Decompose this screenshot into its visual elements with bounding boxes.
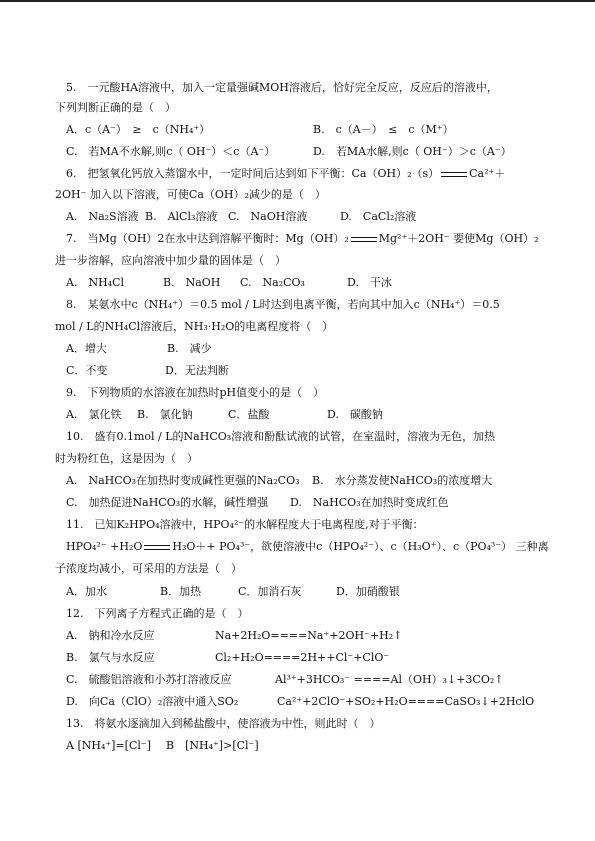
q5-stem-line2: 下列判断正确的是（ ） [55,101,176,114]
q5-option-d: D. 若MA水解,则c（ OH⁻）＞c（A⁻） [313,145,512,158]
q7-stem-line2: 进一步溶解，应向溶液中加少量的固体是（ ） [55,254,286,267]
q6-stem-part1: 6. 把氢氧化钙放入蒸馏水中，一定时间后达到如下平衡：Ca（OH）₂（s） [66,167,440,180]
q12-option-c-equation: Al³⁺+3HCO₃⁻ ====Al（OH）₃↓+3CO₂↑ [275,673,504,686]
q8-option-c: C．不变 [66,364,108,377]
q12-option-b-label: B. 氯气与水反应 [66,651,155,664]
q13-stem: 13. 将氨水逐滴加入到稀盐酸中，使溶液为中性，则此时（ ） [66,717,381,730]
q11-stem-part2: H₃O＋+ PO₄³⁻，欲使溶液中c（HPO₄²⁻）、c（H₃O⁺）、c（PO₄³⁻） 三种离 [172,540,549,553]
q11-stem-line2 [66,540,549,554]
q8-option-d: D．无法判断 [165,364,229,377]
q5-option-b: B. c（A－） ≤ c（M⁺） [313,123,454,136]
q9-stem: 9. 下列物质的水溶液在加热时pH值变小的是（ ） [66,386,325,399]
reversible-arrow-icon [441,170,467,179]
q9-option-b: B. 氯化钠 [137,408,193,421]
q11-option-a: A．加水 [66,585,107,598]
q12-option-c-label: C. 硫酸铝溶液和小苏打溶液反应 [66,673,232,686]
q7-stem-part2: Mg²⁺＋2OH⁻ 要使Mg（OH）₂ [378,232,539,245]
q12-option-b-equation: Cl₂+H₂O====2H++Cl⁻+ClO⁻ [215,651,390,664]
q10-option-c: C. 加热促进NaHCO₃的水解，碱性增强 [66,496,269,509]
q11-stem-part1: HPO₄²⁻ +H₂O [66,540,143,553]
q8-option-b: B. 减少 [167,342,212,355]
q10-option-b: B. 水分蒸发使NaHCO₃的浓度增大 [312,474,493,487]
q7-stem-line1 [66,232,539,246]
q7-stem-part1: 7. 当Mg（OH）2在水中达到溶解平衡时：Mg（OH）₂ [66,232,349,245]
q13-option-b: B [NH₄⁺]>[Cl⁻] [166,739,259,752]
q9-option-d: D. 碳酸钠 [327,408,383,421]
q11-option-b: B．加热 [160,585,202,598]
q10-stem-line2: 时为粉红色，这是因为（ ） [55,452,198,465]
q7-option-b: B. NaOH [163,276,221,289]
q6-stem-line2: 2OH⁻ 加入以下溶液，可使Ca（OH）₂减少的是（ ） [55,188,326,201]
reversible-arrow-icon [351,235,377,244]
q11-stem-line3: 子浓度均减小，可采用的方法是（ ） [55,562,242,575]
q8-stem-line1: 8. 某氨水中c（NH₄⁺）＝0.5 mol / L时达到电离平衡，若向其中加入c（NH₄⁺）＝0.5 [66,298,500,311]
q6-option-c: C. NaOH溶液 [228,210,308,223]
q9-option-a: A. 氯化铁 [66,408,122,421]
reversible-arrow-icon [144,543,170,552]
q12-option-d-equation: Ca²⁺+2ClO⁻+SO₂+H₂O====CaSO₃↓+2HclO [277,695,535,708]
q7-option-d: D. 干冰 [347,276,392,289]
q8-option-a: A．增大 [66,342,107,355]
q12-option-a-label: A. 钠和冷水反应 [66,629,155,642]
q6-option-b: B. AlCl₃溶液 [145,210,218,223]
q12-stem: 12. 下列离子方程式正确的是（ ） [66,607,249,620]
q10-option-a: A. NaHCO₃在加热时变成碱性更强的Na₂CO₃ [66,474,300,487]
q6-stem-line1 [66,167,505,181]
q5-option-a: A．c（A⁻） ≥ c（NH₄⁺） [66,123,211,136]
q5-option-c: C. 若MA不水解,则c（ OH⁻）＜c（A⁻） [66,145,276,158]
q10-stem-line1: 10. 盛有0.1mol / L的NaHCO₃溶液和酚酞试液的试管，在室温时，溶液为无色，加热 [66,430,496,443]
q12-option-a-equation: Na+2H₂O====Na⁺+2OH⁻+H₂↑ [215,629,403,642]
q11-option-d: D．加硝酸银 [336,585,400,598]
q7-option-a: A. NH₄Cl [66,276,125,289]
q5-stem-line1: 5. 一元酸HA溶液中，加入一定量强碱MOH溶液后，恰好完全反应，反应后的溶液中， [66,81,498,94]
q13-option-a: A [NH₄⁺]=[Cl⁻] [66,739,151,752]
q11-option-c: C．加消石灰 [238,585,302,598]
q6-stem-part2: Ca²⁺＋ [469,167,506,180]
q11-stem-line1: 11. 已知K₂HPO₄溶液中，HPO₄²⁻的水解程度大于电离程度,对于平衡： [66,518,424,531]
q10-option-d: D. NaHCO₃在加热时变成红色 [290,496,449,509]
q7-option-c: C. Na₂CO₃ [240,276,305,289]
q6-option-d: D. CaCl₂溶液 [340,210,417,223]
top-border [0,0,595,2]
q8-stem-line2: mol / L的NH₄Cl溶液后，NH₃·H₂O的电离程度将（ ） [55,320,334,333]
q9-option-c: C．盐酸 [228,408,270,421]
q6-option-a: A. Na₂S溶液 [66,210,139,223]
q12-option-d-label: D. 向Ca（ClO）₂溶液中通入SO₂ [66,695,239,708]
